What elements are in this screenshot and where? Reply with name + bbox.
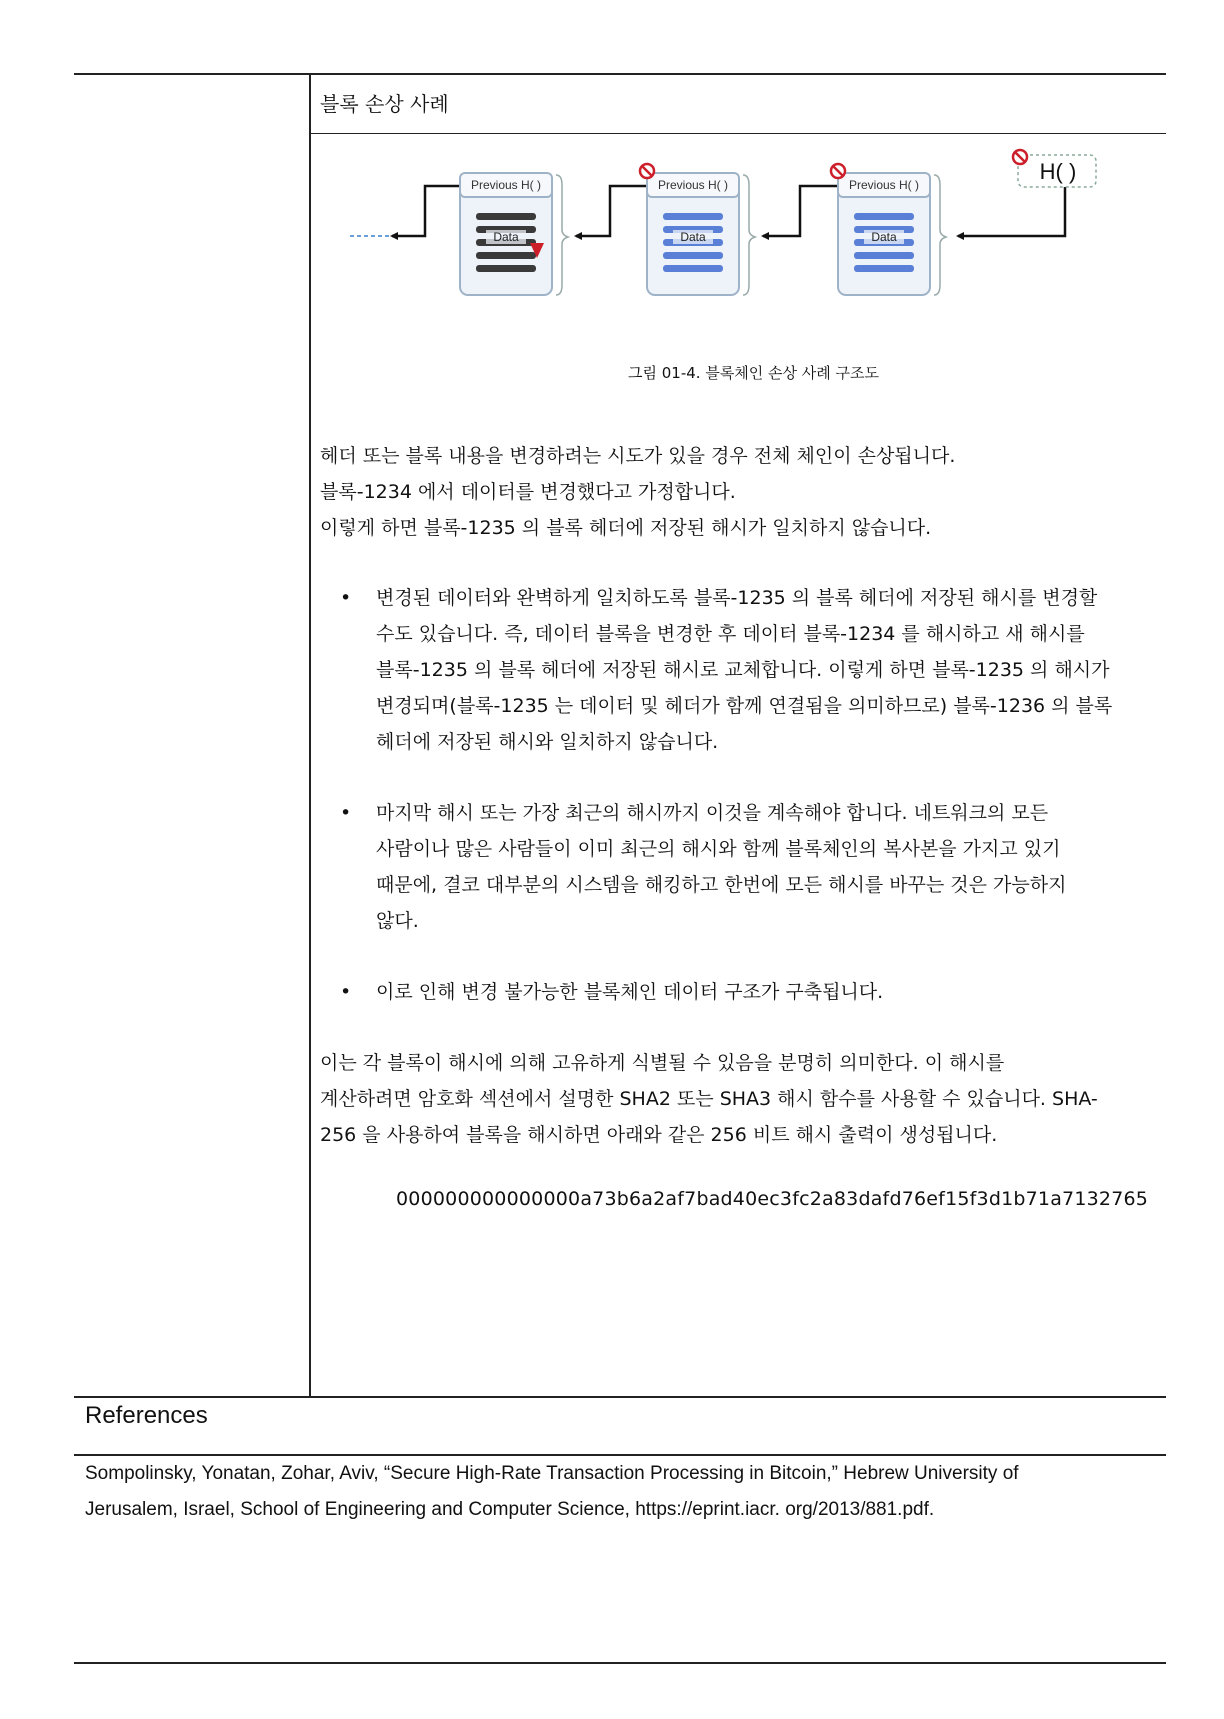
bullet-line: 마지막 해시 또는 가장 최근의 해시까지 이것을 계속해야 합니다. 네트워크의 모든 <box>376 802 1049 824</box>
block-1 <box>460 173 552 295</box>
block-1-data-label: Data <box>493 230 519 244</box>
blockchain-damage-diagram <box>340 145 1130 315</box>
block-3-data-label: Data <box>871 230 897 244</box>
brace-3 <box>934 175 946 295</box>
closing-paragraph <box>320 1045 1098 1153</box>
table-column-divider <box>309 74 311 1397</box>
bullet-line: 변경된 데이터와 완벽하게 일치하도록 블록-1235 의 블록 헤더에 저장된 해시를 변경할 <box>376 587 1098 609</box>
block-3 <box>831 164 930 295</box>
intro-paragraph <box>320 438 955 546</box>
arrowhead-4 <box>956 232 964 240</box>
connector-arrow-1 <box>392 186 460 236</box>
hash-output: 000000000000000a73b6a2af7bad40ec3fc2a83dafd76ef15f3d1b71a7132765 <box>396 1188 1149 1210</box>
prohibited-icon <box>640 164 654 178</box>
section-title: 블록 손상 사례 <box>320 92 449 116</box>
figure-caption: 그림 01-4. 블록체인 손상 사례 구조도 <box>628 364 880 382</box>
references-body <box>85 1456 1155 1528</box>
closing-line: 이는 각 블록이 해시에 의해 고유하게 식별될 수 있음을 분명히 의미한다. 이 해시를 <box>320 1052 1005 1074</box>
bullet-line: 이로 인해 변경 불가능한 블록체인 데이터 구조가 구축됩니다. <box>376 981 884 1003</box>
reference-line: Sompolinsky, Yonatan, Zohar, Aviv, “Secure High-Rate Transaction Processing in Bitcoin,” Hebrew University of <box>85 1463 1019 1484</box>
intro-line: 헤더 또는 블록 내용을 변경하려는 시도가 있을 경우 전체 체인이 손상됩니다. <box>320 445 956 467</box>
hash-box <box>1013 150 1096 187</box>
closing-line: 계산하려면 암호화 섹션에서 설명한 SHA2 또는 SHA3 해시 함수를 사용할 수 있습니다. SHA- <box>320 1088 1098 1110</box>
block-3-header: Previous H( ) <box>848 178 920 192</box>
connector-arrow-2 <box>576 186 647 236</box>
page-bottom-rule <box>74 1662 1166 1664</box>
bullet-line: 변경되며(블록-1235 는 데이터 및 헤더가 함께 연결됨을 의미하므로) 블록-1236 의 블록 <box>376 695 1113 717</box>
arrowhead-1 <box>390 232 398 240</box>
bullet-icon: • <box>340 587 352 609</box>
connector-arrow-3 <box>763 186 838 236</box>
table-bottom-border <box>74 1396 1166 1398</box>
bullet-line: 때문에, 결코 대부분의 시스템을 해킹하고 한번에 모든 해시를 바꾸는 것은 가능하지 <box>376 874 1067 896</box>
bullet-line: 않다. <box>376 910 419 932</box>
intro-line: 블록-1234 에서 데이터를 변경했다고 가정합니다. <box>320 481 736 503</box>
bullet-line: 블록-1235 의 블록 헤더에 저장된 해시로 교체합니다. 이렇게 하면 블록-1235 의 해시가 <box>376 659 1110 681</box>
arrowhead-2 <box>574 232 582 240</box>
brace-2 <box>743 175 755 295</box>
bullet-line: 수도 있습니다. 즉, 데이터 블록을 변경한 후 데이터 블록-1234 를 해시하고 새 해시를 <box>376 623 1085 645</box>
block-2-data-label: Data <box>680 230 706 244</box>
prohibited-icon <box>1013 150 1027 164</box>
connector-arrow-4 <box>958 185 1065 236</box>
bullet-line: 헤더에 저장된 해시와 일치하지 않습니다. <box>376 731 719 753</box>
arrowhead-3 <box>761 232 769 240</box>
references-title: References <box>85 1402 208 1429</box>
closing-line: 256 을 사용하여 블록을 해시하면 아래와 같은 256 비트 해시 출력이 생성됩니다. <box>320 1124 998 1146</box>
table-top-border <box>74 73 1166 75</box>
bullet-icon: • <box>340 802 352 824</box>
brace-1 <box>556 175 568 295</box>
bullet-line: 사람이나 많은 사람들이 이미 최근의 해시와 함께 블록체인의 복사본을 가지고 있기 <box>376 838 1061 860</box>
bullet-icon: • <box>340 981 352 1003</box>
section-title-underline <box>310 133 1166 134</box>
block-2 <box>640 164 739 295</box>
intro-line: 이렇게 하면 블록-1235 의 블록 헤더에 저장된 해시가 일치하지 않습니다. <box>320 517 932 539</box>
block-2-header: Previous H( ) <box>657 178 729 192</box>
prohibited-icon <box>831 164 845 178</box>
hash-box-label: H( ) <box>1039 159 1077 184</box>
reference-line: Jerusalem, Israel, School of Engineering and Computer Science, https://eprint.iacr. org/2013/881.pdf. <box>85 1499 935 1520</box>
block-1-header: Previous H( ) <box>470 178 542 192</box>
